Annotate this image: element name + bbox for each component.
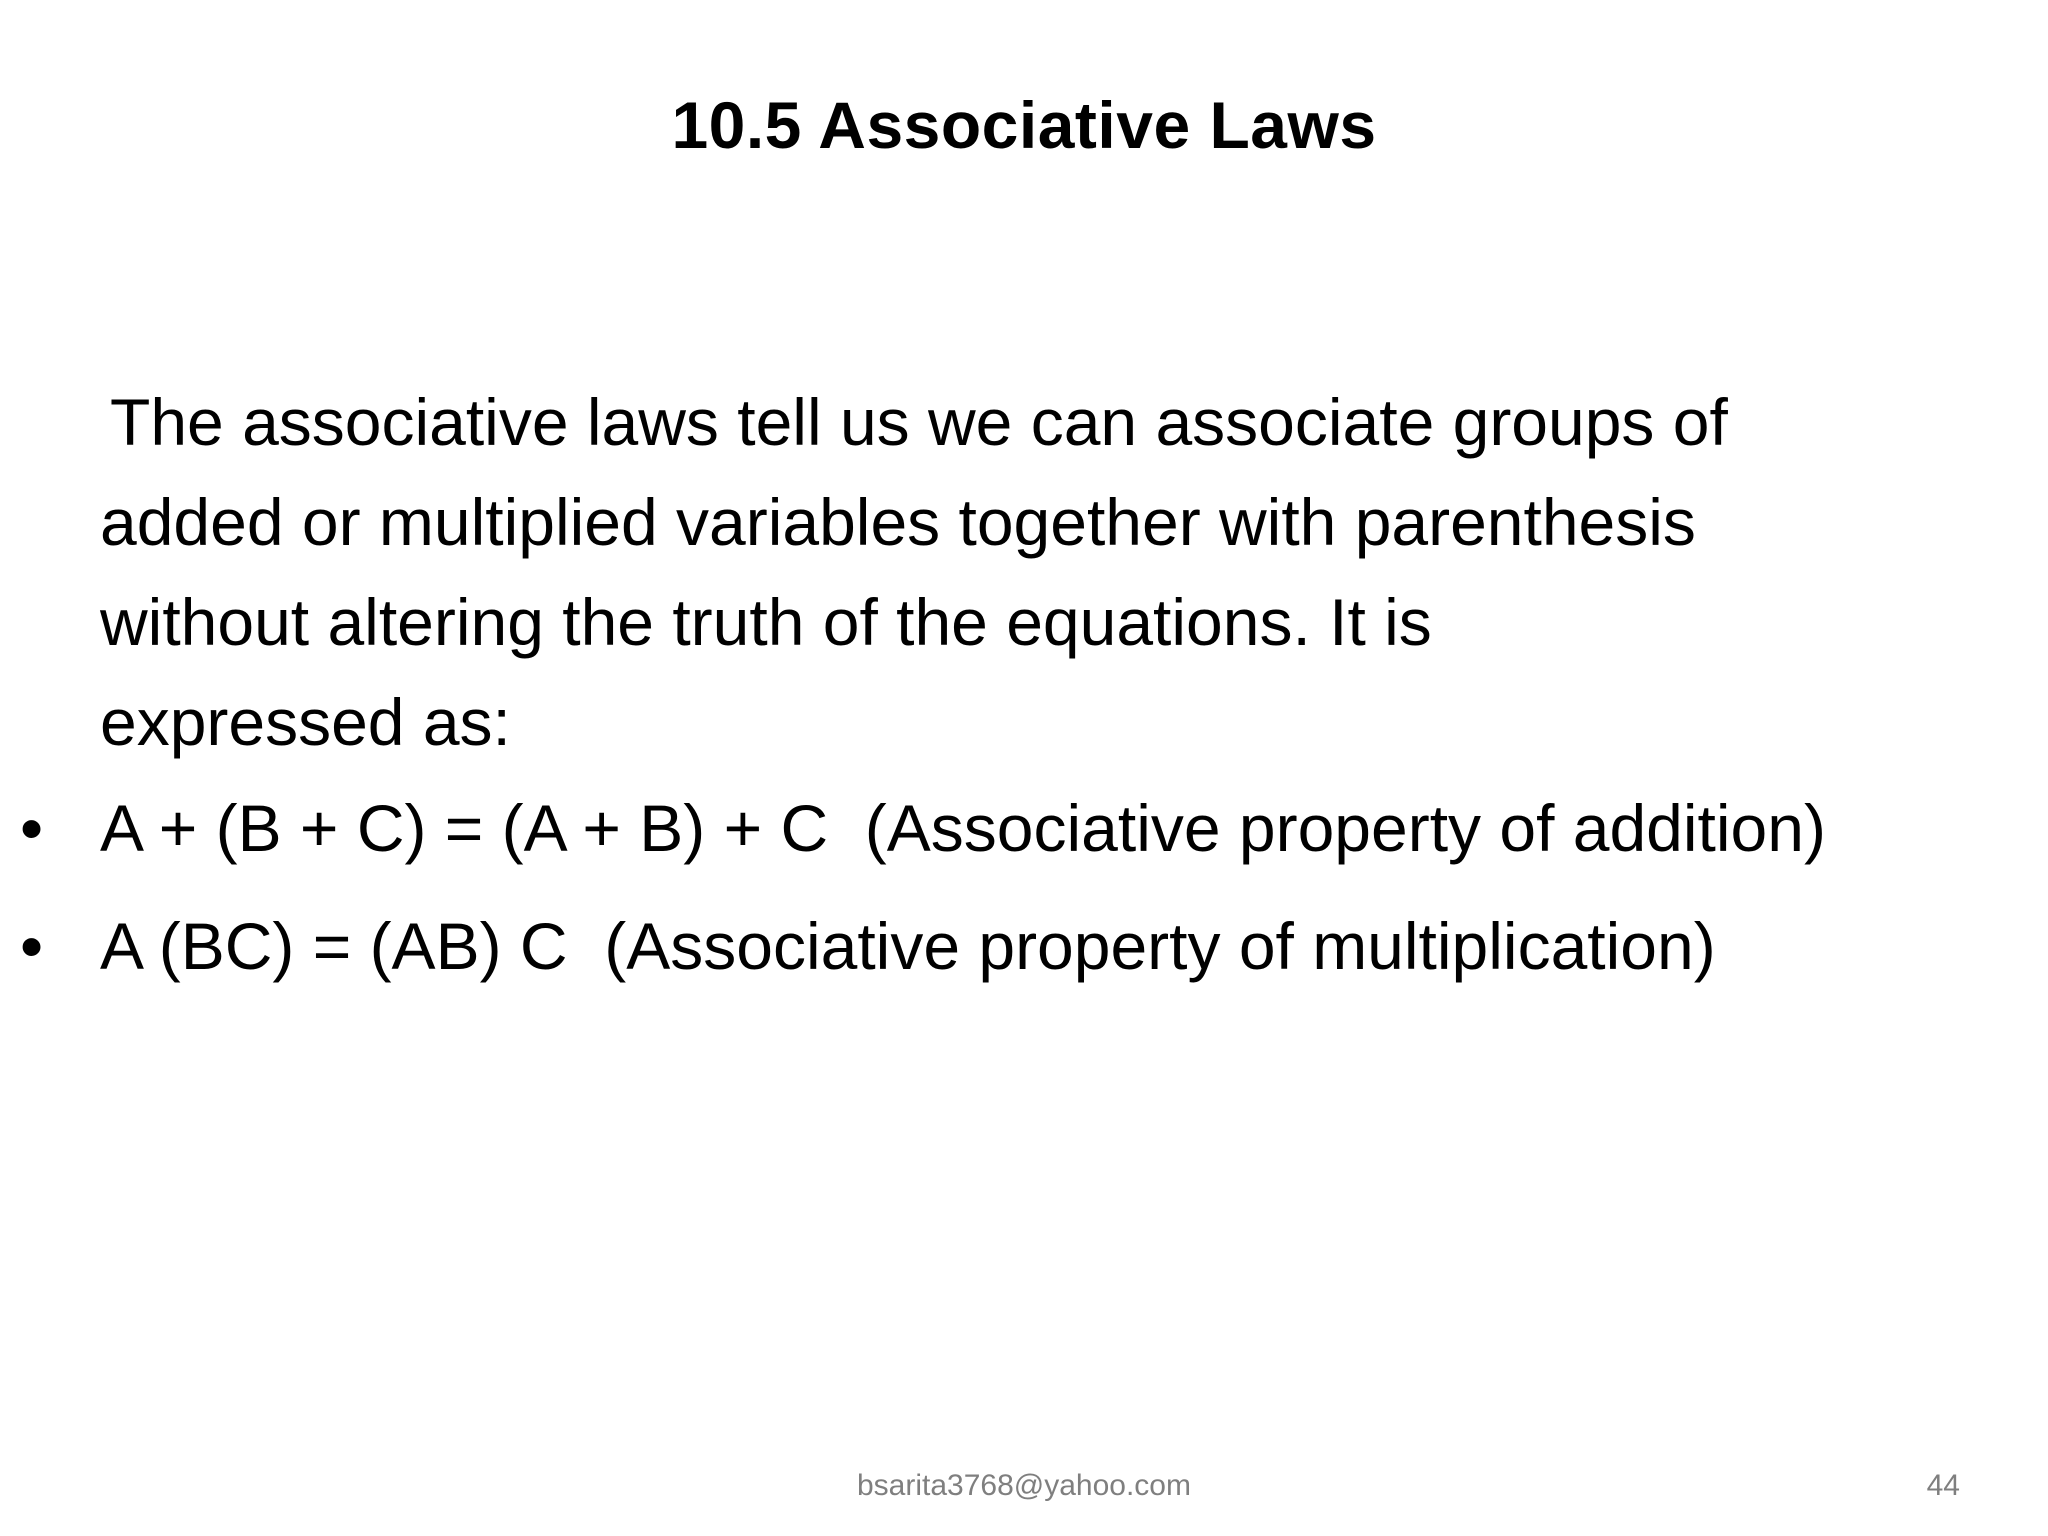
slide-title: 10.5 Associative Laws <box>671 88 1377 162</box>
footer-email: bsarita3768@yahoo.com <box>857 1469 1191 1502</box>
bullet-icon: • <box>20 791 44 865</box>
bullet-item-addition <box>0 778 2048 896</box>
page-number: 44 <box>1926 1469 1960 1502</box>
bullet-text: A + (B + C) = (A + B) + C (Associative property of addition) <box>100 791 1826 865</box>
paragraph-line: without altering the truth of the equations. It is <box>100 585 1432 659</box>
body-paragraph <box>100 372 2000 772</box>
bullet-icon: • <box>20 909 44 983</box>
bullet-list <box>0 778 2048 1014</box>
bullet-item-multiplication <box>0 896 2048 1014</box>
paragraph-line: added or multiplied variables together with parenthesis <box>100 485 1696 559</box>
bullet-text: A (BC) = (AB) C (Associative property of multiplication) <box>100 909 1716 983</box>
paragraph-line: The associative laws tell us we can associate groups of <box>110 385 1728 459</box>
paragraph-line: expressed as: <box>100 685 511 759</box>
